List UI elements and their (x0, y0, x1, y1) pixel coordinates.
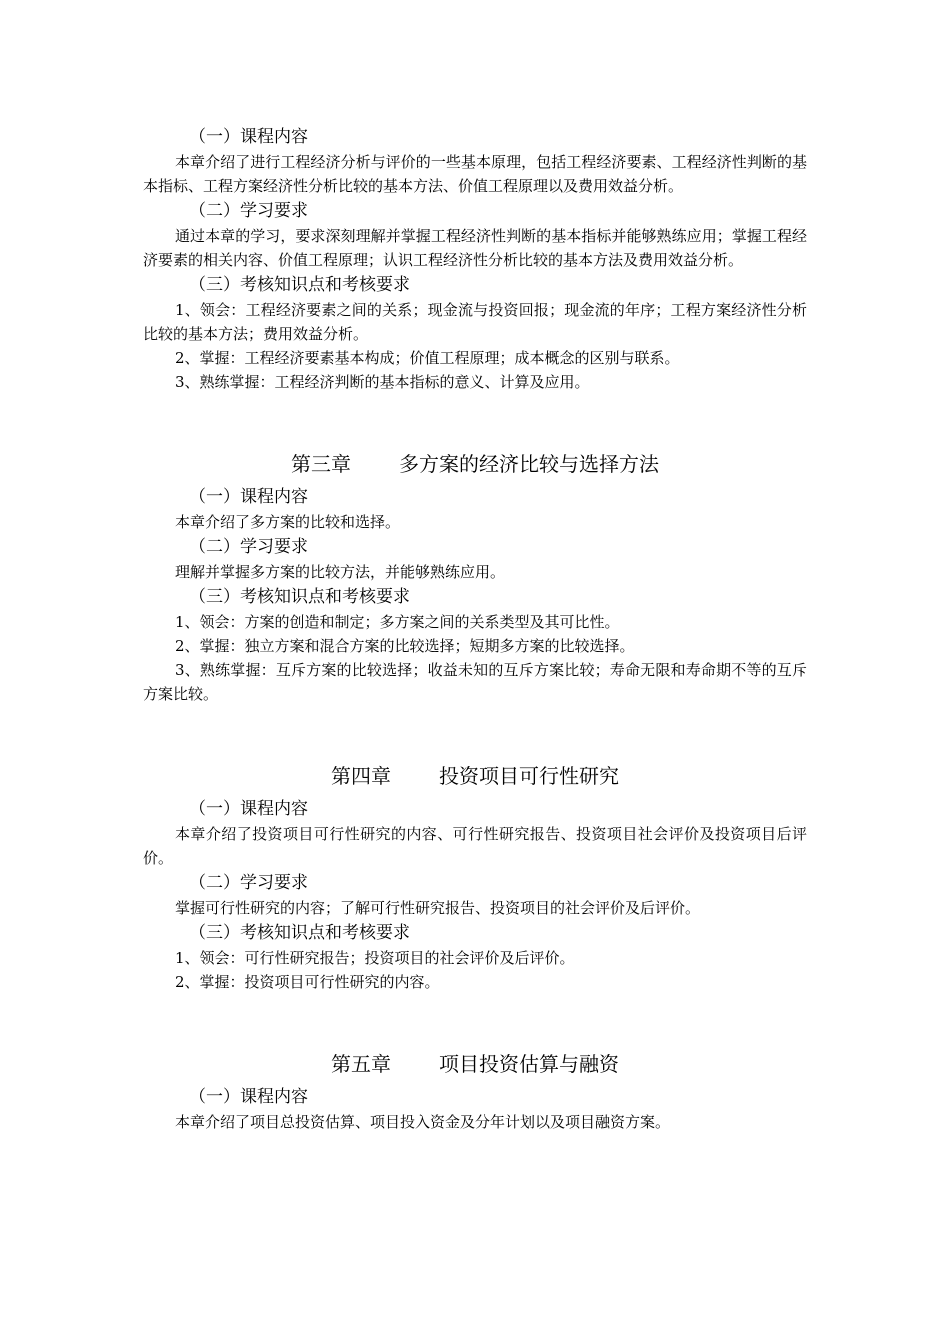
chapter-title (143, 760, 807, 792)
course-content-text: 本章介绍了多方案的比较和选择。 (175, 513, 401, 531)
study-requirements-text: 掌握可行性研究的内容；了解可行性研究报告、投资项目的社会评价及后评价。 (175, 899, 701, 917)
section-chapter-2-continued (143, 124, 807, 394)
section-chapter-4 (143, 760, 807, 994)
chapter-name: 投资项目可行性研究 (439, 764, 619, 788)
study-requirements-text: 通过本章的学习，要求深刻理解并掌握工程经济性判断的基本指标并能够熟练应用；掌握工程经济要素的相关内容、价值工程原理；认识工程经济性分析比较的基本方法及费用效益分析。 (143, 227, 807, 269)
exam-item: 1、领会：可行性研究报告；投资项目的社会评价及后评价。 (175, 949, 575, 967)
study-requirements-heading: （二）学习要求 (189, 537, 308, 557)
section-chapter-5 (143, 1048, 807, 1134)
course-content-heading: （一）课程内容 (189, 127, 308, 147)
chapter-title (143, 1048, 807, 1080)
chapter-number: 第五章 (331, 1052, 391, 1076)
course-content-text: 本章介绍了进行工程经济分析与评价的一些基本原理，包括工程经济要素、工程经济性判断的基本指标、工程方案经济性分析比较的基本方法、价值工程原理以及费用效益分析。 (143, 153, 807, 195)
course-content-heading: （一）课程内容 (189, 1087, 308, 1107)
spacer (143, 706, 807, 760)
study-requirements-heading: （二）学习要求 (189, 201, 308, 221)
course-content-text: 本章介绍了投资项目可行性研究的内容、可行性研究报告、投资项目社会评价及投资项目后评价。 (143, 825, 807, 867)
chapter-name: 项目投资估算与融资 (439, 1052, 619, 1076)
exam-points-heading: （三）考核知识点和考核要求 (189, 923, 410, 943)
chapter-title (143, 448, 807, 480)
course-content-text: 本章介绍了项目总投资估算、项目投入资金及分年计划以及项目融资方案。 (175, 1113, 671, 1131)
exam-item: 2、掌握：独立方案和混合方案的比较选择；短期多方案的比较选择。 (175, 637, 635, 655)
section-chapter-3 (143, 448, 807, 706)
study-requirements-text: 理解并掌握多方案的比较方法，并能够熟练应用。 (175, 563, 506, 581)
chapter-number: 第四章 (331, 764, 391, 788)
exam-item: 3、熟练掌握：工程经济判断的基本指标的意义、计算及应用。 (175, 373, 590, 391)
document-body (143, 124, 807, 1134)
chapter-name: 多方案的经济比较与选择方法 (399, 452, 659, 476)
spacer (143, 994, 807, 1048)
exam-item: 1、领会：工程经济要素之间的关系；现金流与投资回报；现金流的年序；工程方案经济性分析比较的基本方法；费用效益分析。 (143, 301, 807, 343)
exam-points-heading: （三）考核知识点和考核要求 (189, 275, 410, 295)
exam-item: 3、熟练掌握：互斥方案的比较选择；收益未知的互斥方案比较；寿命无限和寿命期不等的互斥方案比较。 (143, 661, 807, 703)
exam-points-heading: （三）考核知识点和考核要求 (189, 587, 410, 607)
exam-item: 2、掌握：工程经济要素基本构成；价值工程原理；成本概念的区别与联系。 (175, 349, 680, 367)
exam-item: 1、领会：方案的创造和制定；多方案之间的关系类型及其可比性。 (175, 613, 620, 631)
course-content-heading: （一）课程内容 (189, 487, 308, 507)
study-requirements-heading: （二）学习要求 (189, 873, 308, 893)
exam-item: 2、掌握：投资项目可行性研究的内容。 (175, 973, 440, 991)
spacer (143, 394, 807, 448)
course-content-heading: （一）课程内容 (189, 799, 308, 819)
chapter-number: 第三章 (291, 452, 351, 476)
